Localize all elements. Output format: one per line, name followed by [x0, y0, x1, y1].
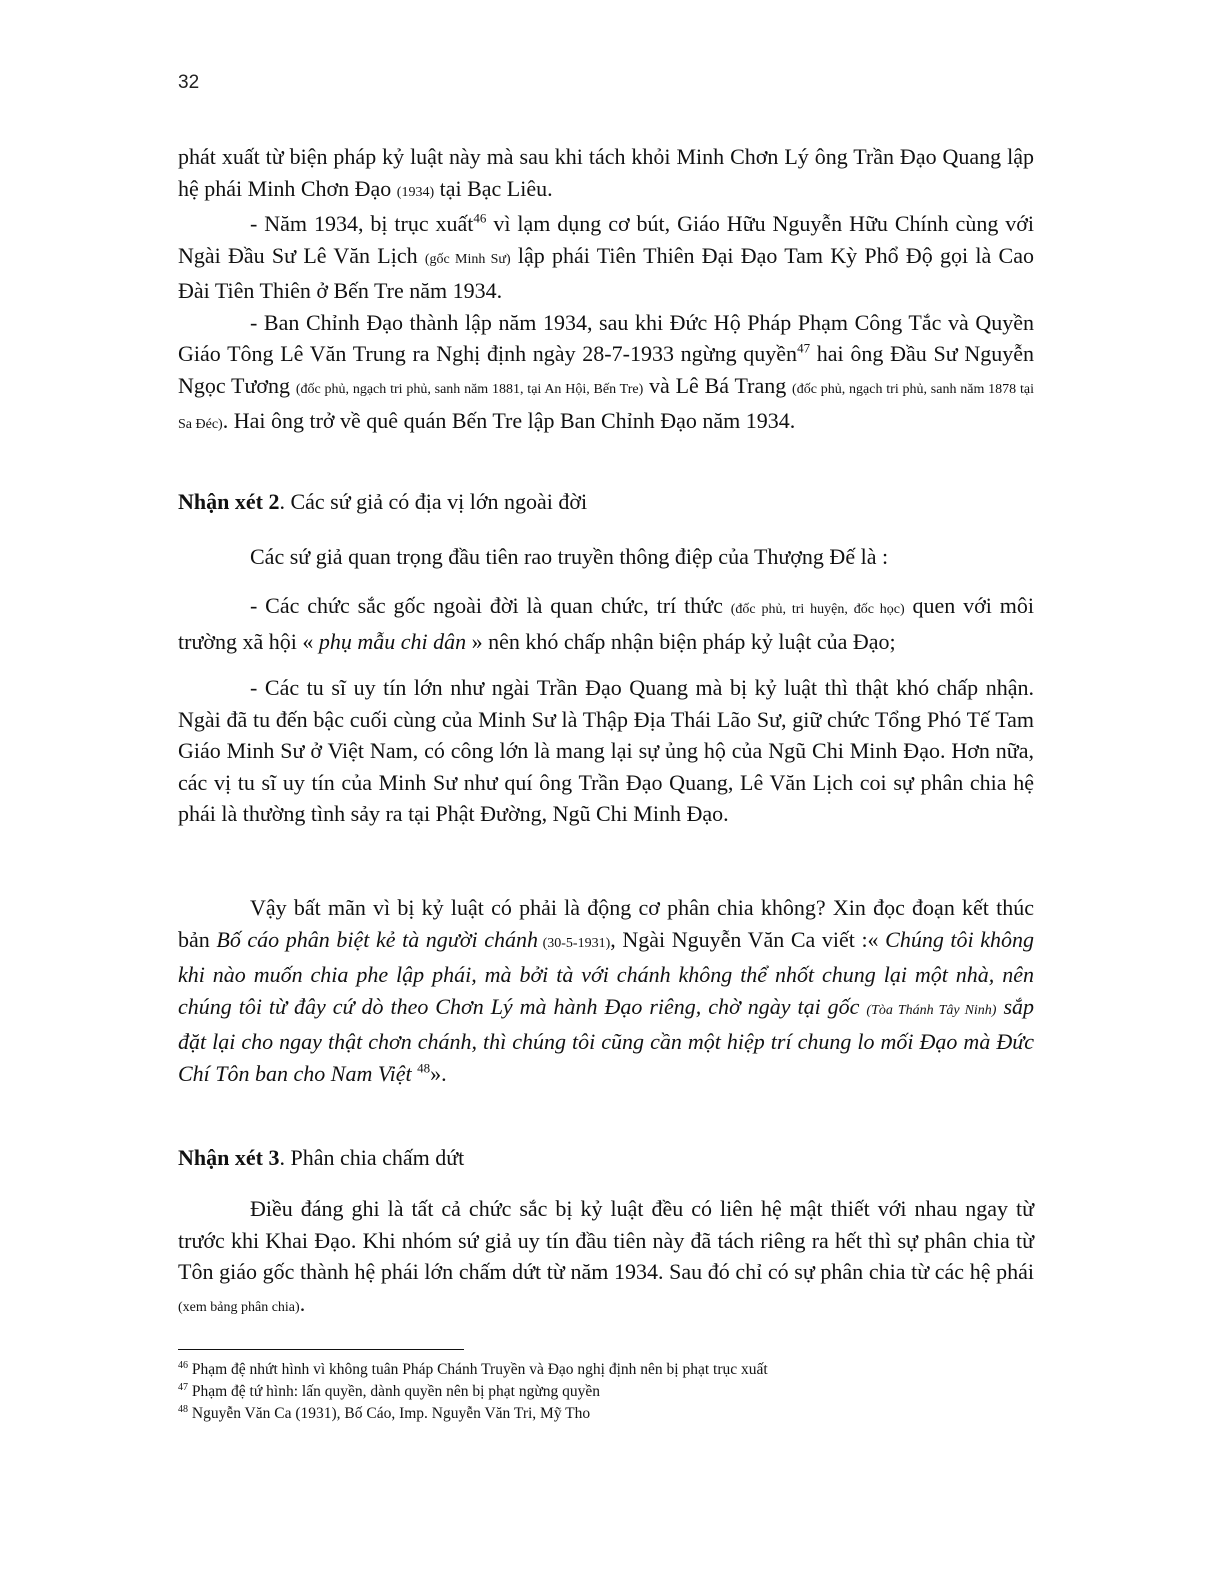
text-block-2-bullet-1	[178, 590, 1034, 657]
paragraph: - Ban Chỉnh Đạo thành lập năm 1934, sau khi Đức Hộ Pháp Phạm Công Tắc và Quyền Giáo Tông Lê Văn Trung ra Nghị định ngày 28-7-1933 ngừng quyền$^{47}$ hai ông Đầu Sư Nguyễn Ngọc Tương (đốc phủ, ngạch tri phủ, sanh năm 1881, tại An Hội, Bến Tre) và Lê Bá Trang (đốc phủ, ngạch tri phủ, sanh năm 1878 tại Sa Đéc). Hai ông trở về quê quán Bến Tre lập Ban Chỉnh Đạo năm 1934.	[178, 309, 1034, 433]
text-block-3	[178, 1193, 1034, 1323]
text-block-2	[178, 541, 1034, 573]
text-block-2-quote	[178, 892, 1034, 1089]
paragraph: Các sứ giả quan trọng đầu tiên rao truyền thông điệp của Thượng Đế là :	[250, 544, 889, 569]
paragraph: phát xuất từ biện pháp kỷ luật này mà sau khi tách khỏi Minh Chơn Lý ông Trần Đạo Quang lập hệ phái Minh Chơn Đạo (1934) tại Bạc Liêu.	[178, 144, 1034, 201]
footnote-separator	[178, 1349, 464, 1350]
footnotes	[178, 1359, 1034, 1425]
footnote: $^{48}$ Nguyễn Văn Ca (1931), Bố Cáo, Imp. Nguyễn Văn Tri, Mỹ Tho	[178, 1403, 591, 1422]
paragraph: Điều đáng ghi là tất cả chức sắc bị kỷ luật đều có liên hệ mật thiết với nhau ngay từ trước khi Khai Đạo. Khi nhóm sứ giả uy tín đầu tiên này đã tách riêng ra hết thì sự phân chia từ Tôn giáo gốc thành hệ phái lớn chấm dứt từ năm 1934. Sau đó chỉ có sự phân chia từ các hệ phái (xem bảng phân chia).	[178, 1196, 1034, 1316]
text-block-2-bullet-2	[178, 672, 1034, 830]
footnote: $^{47}$ Phạm đệ tứ hình: lấn quyền, dành quyền nên bị phạt ngừng quyền	[178, 1381, 600, 1400]
paragraph: - Các chức sắc gốc ngoài đời là quan chức, trí thức (đốc phủ, tri huyện, đốc học) quen với môi trường xã hội « phụ mẫu chi dân » nên khó chấp nhận biện pháp kỷ luật của Đạo;	[178, 593, 1034, 654]
text-block-1	[178, 141, 1034, 441]
footnote-ref: 46	[473, 210, 487, 226]
footnote-ref: 47	[797, 340, 811, 356]
footnote: $^{46}$ Phạm đệ nhứt hình vì không tuân Pháp Chánh Truyền và Đạo nghị định nên bị phạt trục xuất	[178, 1359, 768, 1378]
section-heading-3: Nhận xét 3. Phân chia chấm dứt	[178, 1145, 465, 1170]
footnote-ref: 48	[417, 1060, 431, 1076]
paragraph: Vậy bất mãn vì bị kỷ luật có phải là động cơ phân chia không? Xin đọc đoạn kết thúc bản Bố cáo phân biệt kẻ tà người chánh (30-5-1931), Ngài Nguyễn Văn Ca viết :« Chúng tôi không khi nào muốn chia phe lập phái, mà bởi tà với chánh không thể nhốt chung lại một nhà, nên chúng tôi từ đây cứ dò theo Chơn Lý mà hành Đạo riêng, chờ ngày tại gốc (Tòa Thánh Tây Ninh) sắp đặt lại cho ngay thật chơn chánh, thì chúng tôi cũng cần một hiệp trí chung lo mối Đạo mà Đức Chí Tôn ban cho Nam Việt $^{48}$».	[178, 895, 1035, 1086]
paragraph: - Năm 1934, bị trục xuất$^{46}$ vì lạm dụng cơ bút, Giáo Hữu Nguyễn Hữu Chính cùng với Ngài Đầu Sư Lê Văn Lịch (gốc Minh Sư) lập phái Tiên Thiên Đại Đạo Tam Kỳ Phổ Độ gọi là Cao Đài Tiên Thiên ở Bến Tre năm 1934.	[178, 210, 1034, 303]
page-number: 32	[178, 72, 200, 93]
paragraph: - Các tu sĩ uy tín lớn như ngài Trần Đạo Quang mà bị kỷ luật thì thật khó chấp nhận. Ngài đã tu đến bậc cuối cùng của Minh Sư là Thập Địa Thái Lão Sư, giữ chức Tổng Phó Tế Tam Giáo Minh Sư ở Việt Nam, có công lớn là mang lại sự ủng hộ của Ngũ Chi Minh Đạo. Hơn nữa, các vị tu sĩ uy tín của Minh Sư như quí ông Trần Đạo Quang, Lê Văn Lịch coi sự phân chia hệ phái là thường tình sảy ra tại Phật Đường, Ngũ Chi Minh Đạo.	[178, 675, 1034, 826]
section-heading-2: Nhận xét 2. Các sứ giả có địa vị lớn ngoài đời	[178, 489, 588, 514]
